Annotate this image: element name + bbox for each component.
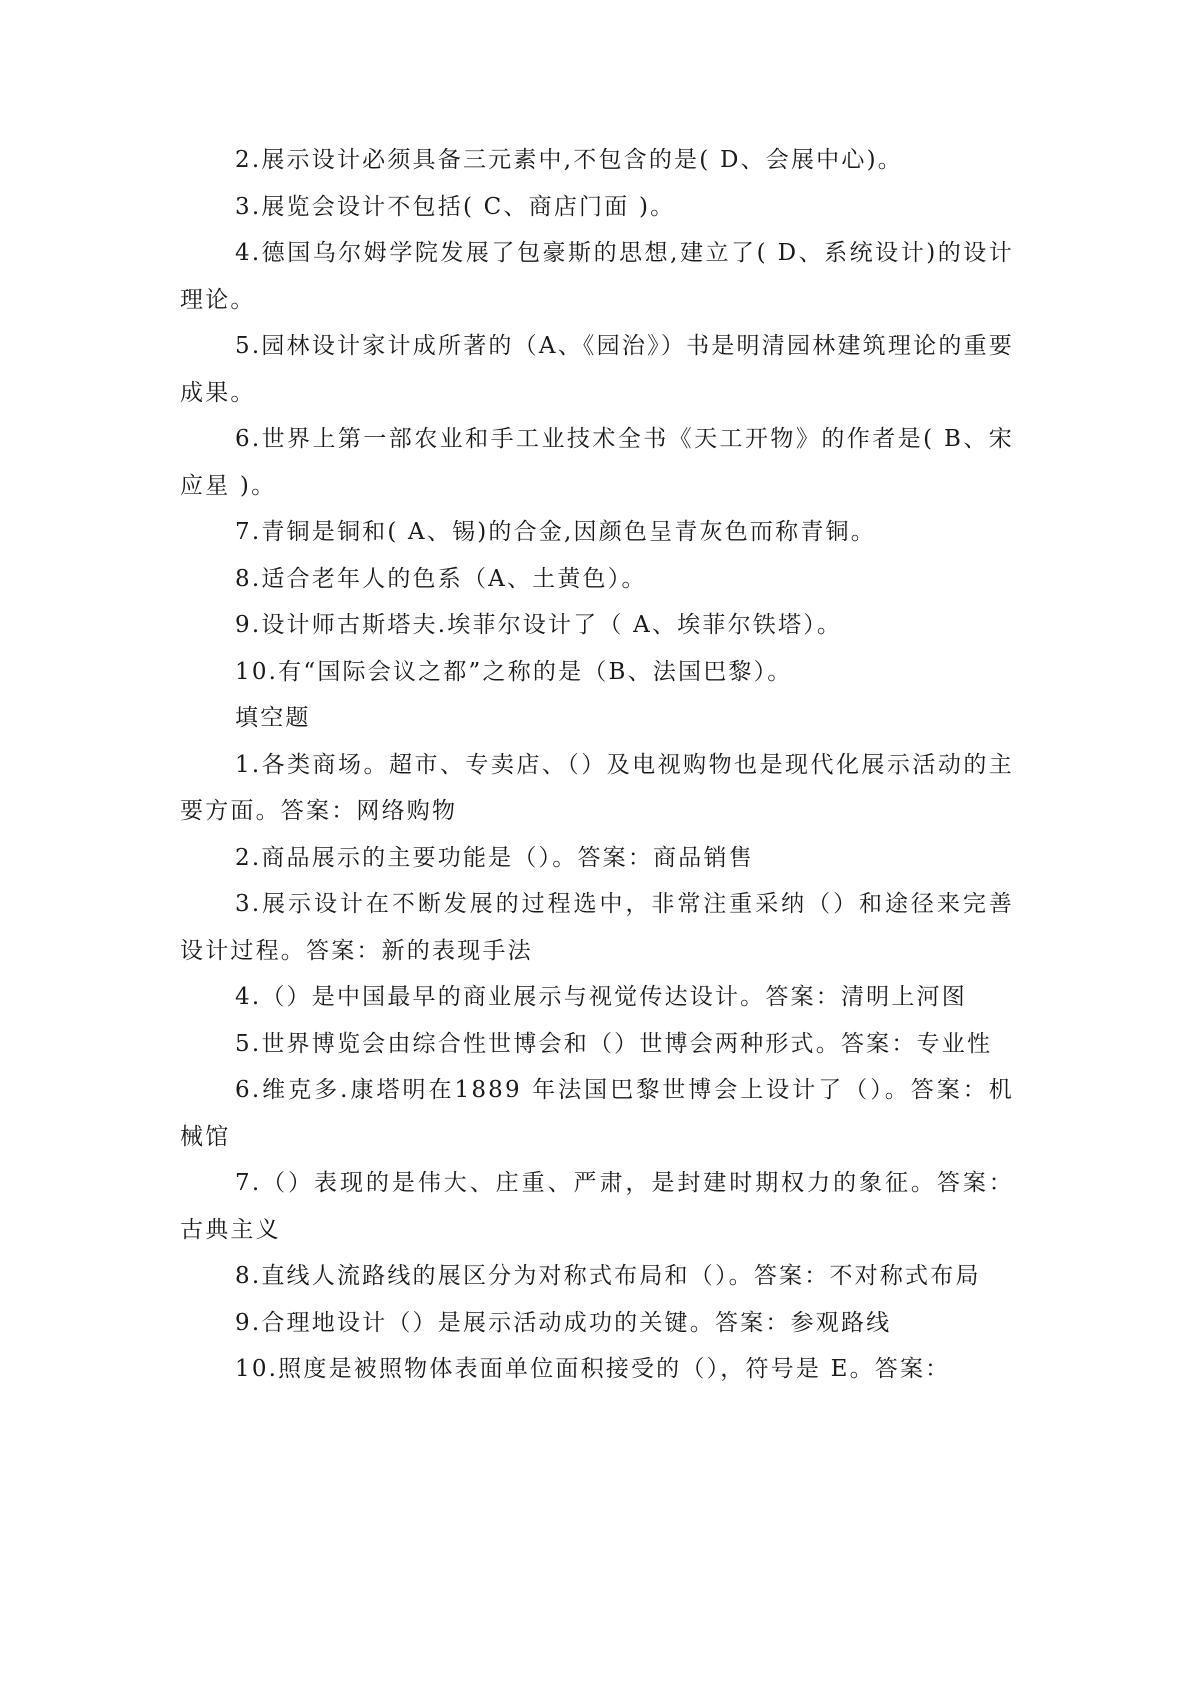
question-choice-3: 3.展览会设计不包括( C、商店门面 )。 [235, 193, 676, 220]
question-choice-2: 2.展示设计必须具备三元素中,不包含的是( D、会展中心)。 [235, 147, 903, 173]
question-fill-4: 4.（）是中国最早的商业展示与视觉传达设计。答案：清明上河图 [235, 984, 967, 1010]
question-fill-9: 9.合理地设计（）是展示活动成功的关键。答案：参观路线 [235, 1309, 892, 1336]
question-choice-5: 5.园林设计家计成所著的（A、《园治》）书是明清园林建筑理论的重要成果。 [180, 333, 1014, 406]
question-fill-2: 2.商品展示的主要功能是（）。答案：商品销售 [235, 844, 754, 871]
question-fill-3: 3.展示设计在不断发展的过程选中，非常注重采纳（）和途径来完善设计过程。答案：新的表现手法 [180, 891, 1014, 964]
question-choice-8: 8.适合老年人的色系（A、土黄色）。 [235, 565, 647, 592]
question-fill-5: 5.世界博览会由综合性世博会和（）世博会两种形式。答案：专业性 [235, 1030, 993, 1057]
document-body [180, 137, 1014, 1393]
question-choice-7: 7.青铜是铜和( A、锡)的合金,因颜色呈青灰色而称青铜。 [235, 519, 876, 545]
question-fill-10: 10.照度是被照物体表面单位面积接受的（），符号是 E。答案： [235, 1356, 951, 1382]
question-choice-4: 4.德国乌尔姆学院发展了包豪斯的思想,建立了( D、系统设计)的设计理论。 [180, 240, 1014, 313]
question-fill-7: 7.（）表现的是伟大、庄重、严肃，是封建时期权力的象征。答案：古典主义 [180, 1170, 1014, 1243]
question-fill-6: 6.维克多.康塔明在1889 年法国巴黎世博会上设计了（）。答案：机械馆 [180, 1077, 1014, 1150]
question-choice-9: 9.设计师古斯塔夫.埃菲尔设计了（ A、埃菲尔铁塔）。 [235, 612, 843, 638]
question-choice-10: 10.有“国际会议之都”之称的是（B、法国巴黎）。 [235, 658, 793, 685]
question-fill-1: 1.各类商场。超市、专卖店、（）及电视购物也是现代化展示活动的主要方面。答案：网络购物 [180, 751, 1014, 824]
question-choice-6: 6.世界上第一部农业和手工业技术全书《天工开物》的作者是( B、宋应星 )。 [180, 426, 1014, 499]
question-fill-8: 8.直线人流路线的展区分为对称式布局和（）。答案：不对称式布局 [235, 1263, 981, 1289]
section-heading-fill-in: 填空题 [235, 705, 311, 731]
